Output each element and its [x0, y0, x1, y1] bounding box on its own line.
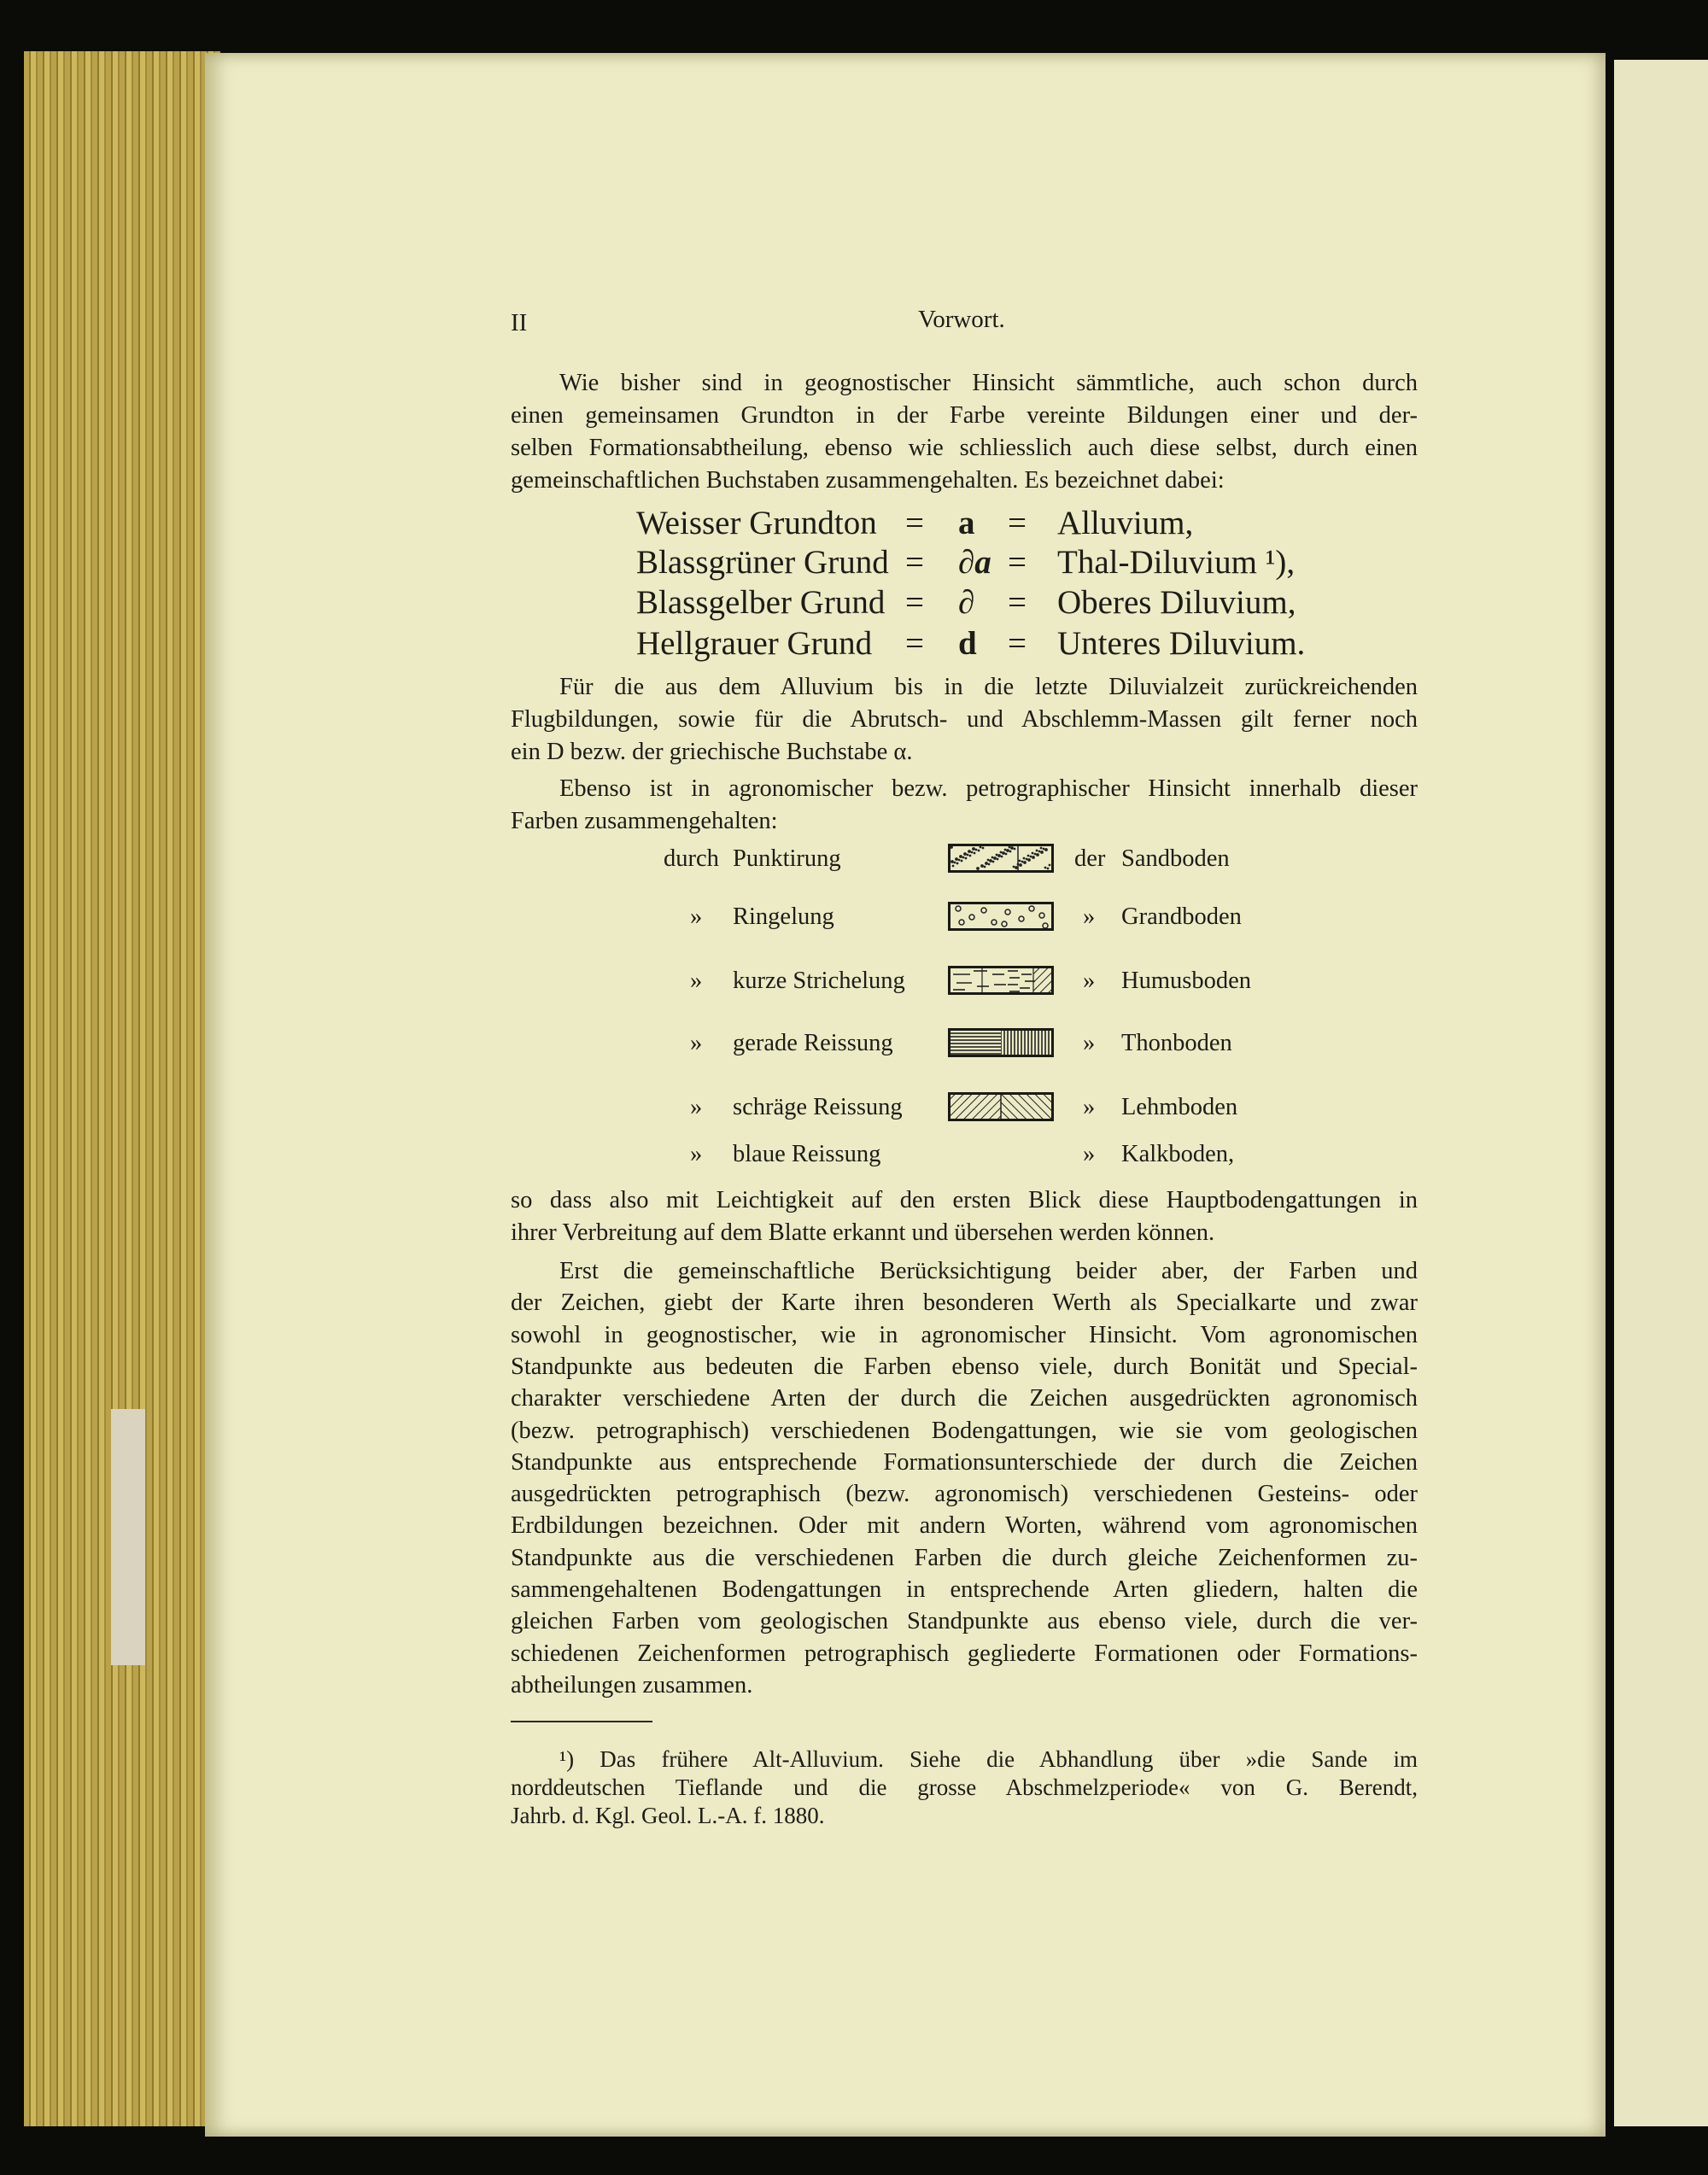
text-line: sowohl in geognostischer, wie in agronomischer Hinsicht. Vom agronomischen — [511, 1321, 1418, 1348]
page-number: II — [511, 309, 528, 336]
legend-soil-prefix: » — [1083, 1094, 1096, 1120]
book-page-edges — [24, 51, 220, 2126]
facing-page — [1614, 60, 1708, 2126]
formula-meaning: Oberes Diluvium, — [1057, 584, 1296, 621]
text-line: ihrer Verbreitung auf dem Blatte erkannt und übersehen werden können. — [511, 1219, 1215, 1246]
dots-pattern-icon — [948, 844, 1054, 873]
text-line: Wie bisher sind in geognostischer Hinsicht sämmtliche, auch schon durch — [559, 370, 1418, 396]
legend-soil: Thonboden — [1121, 1030, 1232, 1056]
formula-equals: = — [1008, 625, 1027, 662]
text-line: Erdbildungen bezeichnen. Oder mit andern Worten, während vom agronomischen — [511, 1512, 1418, 1540]
footnote-line: norddeutschen Tieflande und die grosse Abschmelzperiode« von G. Berendt, — [511, 1774, 1418, 1800]
footnote-rule — [511, 1721, 652, 1722]
text-line: Ebenso ist in agronomischer bezw. petrographischer Hinsicht innerhalb dieser — [559, 775, 1418, 802]
formula-meaning: Thal-Diluvium ¹), — [1057, 544, 1296, 581]
straight-hatch-pattern-icon — [948, 1028, 1054, 1057]
formula-ground: Blassgrüner Grund — [636, 544, 889, 581]
text-line: gemeinschaftlichen Buchstaben zusammengehalten. Es bezeichnet dabei: — [511, 467, 1225, 494]
legend-method: gerade Reissung — [733, 1030, 893, 1056]
text-line: abtheilungen zusammen. — [511, 1671, 753, 1698]
text-line: Erst die gemeinschaftliche Berücksichtigung beider aber, der Farben und — [559, 1258, 1418, 1284]
legend-method: kurze Strichelung — [733, 968, 905, 994]
legend-soil: Humusboden — [1121, 968, 1251, 994]
formula-meaning: Alluvium, — [1057, 505, 1194, 541]
formula-equals: = — [905, 584, 924, 621]
legend-method: schräge Reissung — [733, 1094, 903, 1120]
footnote-line: ¹) Das frühere Alt-Alluvium. Siehe die Abhandlung über »die Sande im — [559, 1746, 1418, 1772]
legend-soil-prefix: » — [1083, 903, 1096, 930]
legend-soil: Kalkboden, — [1121, 1141, 1235, 1167]
formula-equals: = — [905, 505, 924, 541]
formula-equals: = — [1008, 584, 1027, 621]
text-line: Flugbildungen, sowie für die Abrutsch- und Abschlemm-Massen gilt ferner noch — [511, 706, 1418, 733]
dashes-pattern-icon — [948, 966, 1054, 995]
legend-method: Ringelung — [733, 903, 834, 930]
book-page-edges-label — [111, 1409, 145, 1665]
legend-soil-prefix: der — [1074, 845, 1106, 872]
text-line: Standpunkte aus die verschiedenen Farben die durch gleiche Zeichenformen zu- — [511, 1544, 1418, 1571]
formula-ground: Weisser Grundton — [636, 505, 877, 541]
legend-soil: Grandboden — [1121, 903, 1242, 930]
legend-prefix: » — [690, 903, 703, 930]
text-line: so dass also mit Leichtigkeit auf den ersten Blick diese Hauptbodengattungen in — [511, 1187, 1418, 1213]
formula-equals: = — [1008, 505, 1027, 541]
rings-pattern-icon — [948, 902, 1054, 931]
legend-method: Punktirung — [733, 845, 841, 872]
legend-soil-prefix: » — [1083, 1141, 1096, 1167]
text-line: charakter verschiedene Arten der durch die Zeichen ausgedrückten agronomisch — [511, 1385, 1418, 1412]
text-line: schiedenen Zeichenformen petrographisch gegliederte Formationen oder Formations- — [511, 1640, 1418, 1667]
text-line: ein D bezw. der griechische Buchstabe α. — [511, 739, 913, 765]
text-line: gleichen Farben vom geologischen Standpunkte aus ebenso viele, durch die ver- — [511, 1608, 1418, 1635]
text-line: einen gemeinsamen Grundton in der Farbe vereinte Bildungen einer und der- — [511, 402, 1418, 429]
formula-equals: = — [905, 544, 924, 581]
legend-prefix: durch — [664, 845, 719, 872]
text-line: (bezw. petrographisch) verschiedenen Bodengattungen, wie sie vom geologischen — [511, 1417, 1418, 1444]
formula-symbol: ∂a — [958, 544, 991, 581]
formula-equals: = — [905, 625, 924, 662]
legend-prefix: » — [690, 968, 703, 994]
formula-ground: Hellgrauer Grund — [636, 625, 873, 662]
legend-soil: Lehmboden — [1121, 1094, 1238, 1120]
footnote-line: Jahrb. d. Kgl. Geol. L.-A. f. 1880. — [511, 1803, 825, 1828]
text-line: Standpunkte aus bedeuten die Farben ebenso viele, durch Bonität und Special- — [511, 1353, 1418, 1380]
formula-meaning: Unteres Diluvium. — [1057, 625, 1306, 662]
text-line: selben Formationsabtheilung, ebenso wie schliesslich auch diese selbst, durch einen — [511, 435, 1418, 461]
formula-equals: = — [1008, 544, 1027, 581]
text-line: Farben zusammengehalten: — [511, 808, 778, 834]
legend-prefix: » — [690, 1030, 703, 1056]
legend-prefix: » — [690, 1141, 703, 1167]
text-line: Für die aus dem Alluvium bis in die letzte Diluvialzeit zurückreichenden — [559, 674, 1418, 700]
legend-prefix: » — [690, 1094, 703, 1120]
text-line: ausgedrückten petrographisch (bezw. agronomisch) verschiedenen Gesteins- oder — [511, 1481, 1418, 1508]
formula-symbol: d — [958, 625, 977, 662]
formula-ground: Blassgelber Grund — [636, 584, 886, 621]
legend-soil: Sandboden — [1121, 845, 1230, 872]
text-line: Standpunkte aus entsprechende Formationsunterschiede der durch die Zeichen — [511, 1448, 1418, 1476]
formula-symbol: ∂ — [958, 584, 975, 621]
legend-method: blaue Reissung — [733, 1141, 881, 1167]
legend-soil-prefix: » — [1083, 968, 1096, 994]
oblique-hatch-pattern-icon — [948, 1092, 1054, 1121]
text-line: sammengehaltenen Bodengattungen in entsprechende Arten gliedern, halten die — [511, 1576, 1418, 1603]
legend-soil-prefix: » — [1083, 1030, 1096, 1056]
formula-symbol: a — [958, 505, 975, 541]
text-line: der Zeichen, giebt der Karte ihren besonderen Werth als Specialkarte und zwar — [511, 1289, 1418, 1317]
running-title: Vorwort. — [918, 306, 1005, 333]
